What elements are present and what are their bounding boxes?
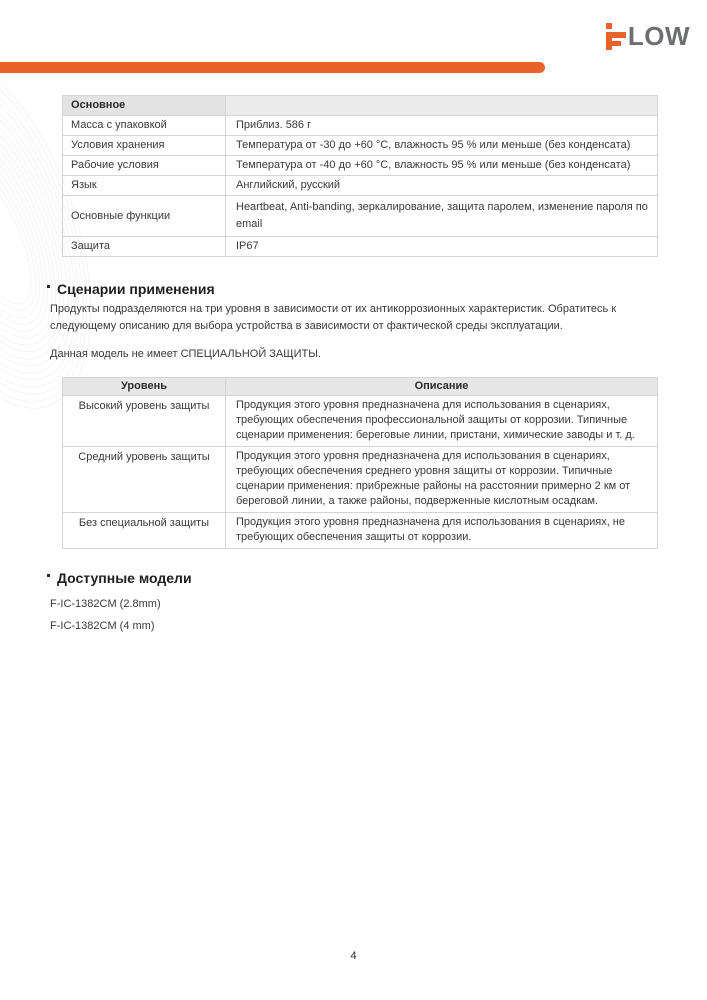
flow-logo bbox=[606, 23, 690, 50]
spec-label: Масса с упаковкой bbox=[63, 116, 226, 136]
list-item: F-IC-1382CM (2.8mm) bbox=[50, 598, 161, 610]
bullet-square-icon bbox=[47, 574, 50, 577]
spec-label: Защита bbox=[63, 237, 226, 257]
table-row bbox=[63, 116, 658, 136]
level-cell: Без специальной защиты bbox=[63, 513, 226, 549]
description-cell: Продукция этого уровня предназначена для использования в сценариях, не требующих обеспечения защиты от коррозии. bbox=[226, 513, 658, 549]
spec-value: IP67 bbox=[226, 237, 658, 257]
table-row bbox=[63, 396, 658, 447]
bullet-square-icon bbox=[47, 285, 50, 288]
spec-value: Английский, русский bbox=[226, 176, 658, 196]
spec-table-header-row bbox=[63, 96, 658, 116]
spec-label: Основные функции bbox=[63, 196, 226, 237]
logo-f-icon bbox=[606, 23, 627, 50]
table-row bbox=[63, 196, 658, 237]
spec-value: Heartbeat, Anti-banding, зеркалирование, защита паролем, изменение пароля по email bbox=[226, 196, 658, 237]
logo-f-dot bbox=[606, 23, 612, 29]
level-cell: Средний уровень защиты bbox=[63, 447, 226, 513]
table-row bbox=[63, 136, 658, 156]
level-cell: Высокий уровень защиты bbox=[63, 396, 226, 447]
table-row bbox=[63, 237, 658, 257]
spec-table-title: Основное bbox=[63, 96, 226, 116]
description-column-header: Описание bbox=[226, 378, 658, 396]
spec-label: Условия хранения bbox=[63, 136, 226, 156]
logo-wordmark: LOW bbox=[627, 21, 690, 51]
table-row bbox=[63, 156, 658, 176]
spec-table bbox=[62, 95, 658, 257]
page-number: 4 bbox=[350, 950, 357, 962]
list-item: F-IC-1382CM (4 mm) bbox=[50, 620, 155, 632]
spec-table-header-empty-cell bbox=[226, 96, 658, 116]
table-row bbox=[63, 513, 658, 549]
scenarios-note: Данная модель не имеет СПЕЦИАЛЬНОЙ ЗАЩИТЫ. bbox=[50, 348, 322, 360]
spec-value: Температура от -40 до +60 °C, влажность 95 % или меньше (без конденсата) bbox=[226, 156, 658, 176]
section-title-scenarios bbox=[47, 281, 658, 297]
spec-value: Приблиз. 586 г bbox=[226, 116, 658, 136]
spec-label: Рабочие условия bbox=[63, 156, 226, 176]
section-title-text: Доступные модели bbox=[57, 570, 192, 586]
accent-bar bbox=[0, 62, 545, 73]
description-cell: Продукция этого уровня предназначена для использования в сценариях, требующих обеспечения профессиональной защиты от коррозии. Типичные сценарии применения: береговые линии, пристани, химические заводы и т. д. bbox=[226, 396, 658, 447]
section-title-models bbox=[47, 570, 658, 586]
level-column-header: Уровень bbox=[63, 378, 226, 396]
models-list bbox=[50, 593, 658, 637]
level-table-header-row bbox=[63, 378, 658, 396]
table-row bbox=[63, 176, 658, 196]
spec-label: Язык bbox=[63, 176, 226, 196]
description-cell: Продукция этого уровня предназначена для использования в сценариях, требующих обеспечения среднего уровня защиты от коррозии. Типичные сценарии применения: прибрежные районы на расстоянии примерно 2 км от береговой линии, а также районы, подверженные кислотным осадкам. bbox=[226, 447, 658, 513]
scenarios-paragraph: Продукты подразделяются на три уровня в зависимости от их антикоррозионных характеристик. Обратитесь к следующему описанию для выбора устройства в зависимости от фактической среды эксплуатации. bbox=[50, 303, 617, 332]
spec-value: Температура от -30 до +60 °C, влажность 95 % или меньше (без конденсата) bbox=[226, 136, 658, 156]
page-content bbox=[48, 95, 658, 637]
table-row bbox=[63, 447, 658, 513]
section-title-text: Сценарии применения bbox=[57, 281, 215, 297]
protection-level-table bbox=[62, 377, 658, 549]
logo-f-arm-mid bbox=[606, 41, 621, 46]
